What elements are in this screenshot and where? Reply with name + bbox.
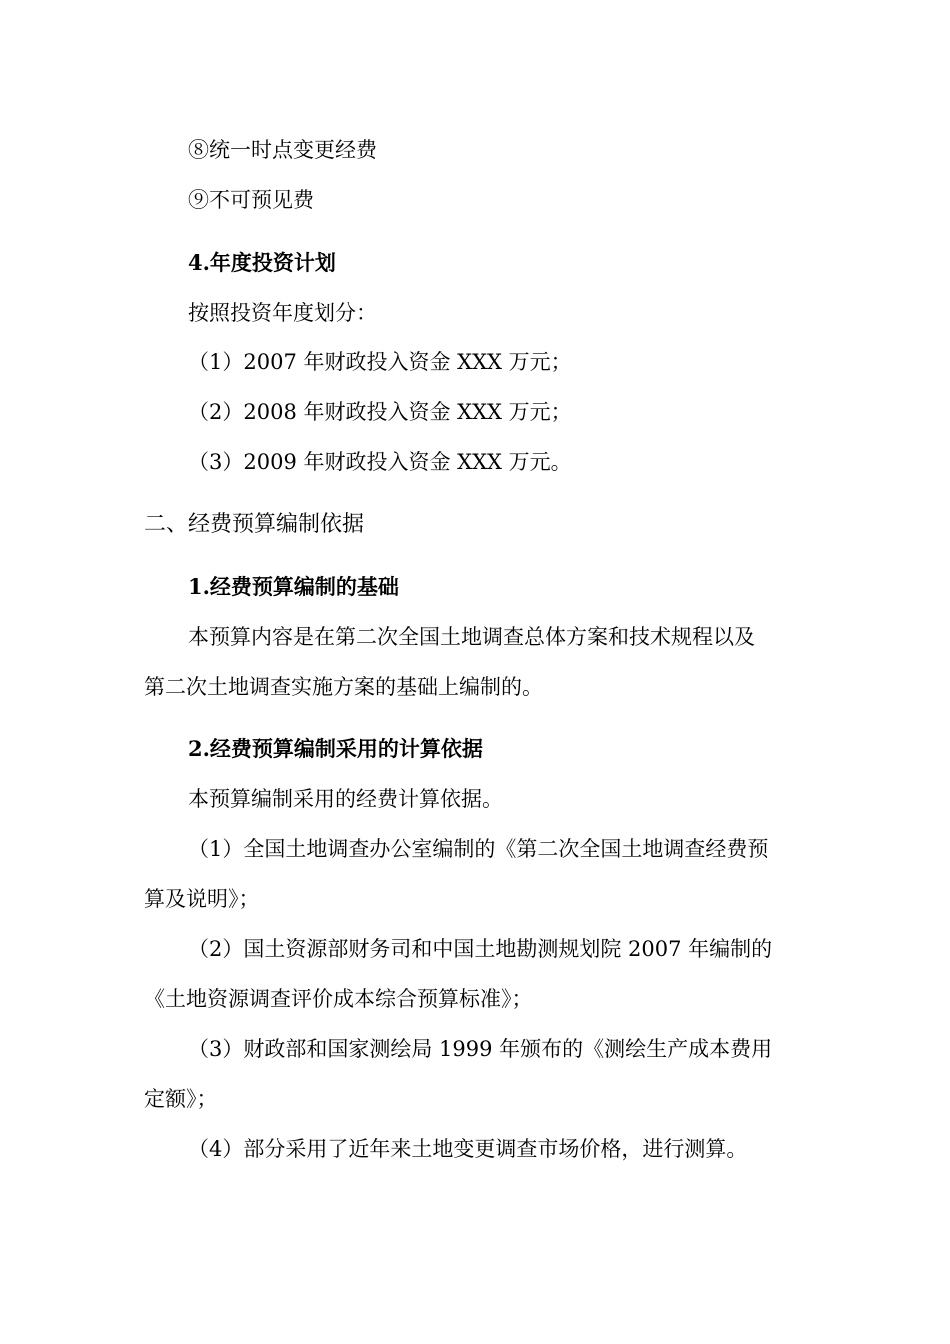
part-2-heading: 二、经费预算编制依据 — [144, 512, 365, 537]
section-4-intro: 按照投资年度划分： — [188, 301, 377, 325]
basis-item-4-line-1: （4）部分采用了近年来土地变更调查市场价格，进行测算。 — [188, 1137, 748, 1161]
list-item-8: ⑧统一时点变更经费 — [188, 138, 377, 162]
subsection-1-para-line-1: 本预算内容是在第二次全国土地调查总体方案和技术规程以及 — [188, 625, 755, 649]
list-item-9: ⑨不可预见费 — [188, 188, 314, 212]
subsection-1-para-line-2: 第二次土地调查实施方案的基础上编制的。 — [144, 675, 543, 699]
subsection-2-heading: 2.经费预算编制采用的计算依据 — [188, 736, 483, 761]
basis-item-3-line-2: 定额》； — [144, 1087, 218, 1111]
subsection-2-intro: 本预算编制采用的经费计算依据。 — [188, 787, 503, 811]
basis-item-3-line-1: （3）财政部和国家测绘局 1999 年颁布的《测绘生产成本费用 — [188, 1037, 773, 1061]
section-4-heading: 4.年度投资计划 — [188, 250, 336, 275]
basis-item-2-line-2: 《土地资源调查评价成本综合预算标准》； — [144, 987, 533, 1011]
plan-item-3: （3）2009 年财政投入资金 XXX 万元。 — [188, 450, 572, 474]
basis-item-1-line-2: 算及说明》； — [144, 887, 260, 911]
plan-item-2: （2）2008 年财政投入资金 XXX 万元； — [188, 400, 572, 424]
basis-item-2-line-1: （2）国土资源部财务司和中国土地勘测规划院 2007 年编制的 — [188, 937, 773, 961]
subsection-1-heading: 1.经费预算编制的基础 — [188, 574, 399, 599]
basis-item-1-line-1: （1）全国土地调查办公室编制的《第二次全国土地调查经费预 — [188, 837, 769, 861]
plan-item-1: （1）2007 年财政投入资金 XXX 万元； — [188, 350, 572, 374]
